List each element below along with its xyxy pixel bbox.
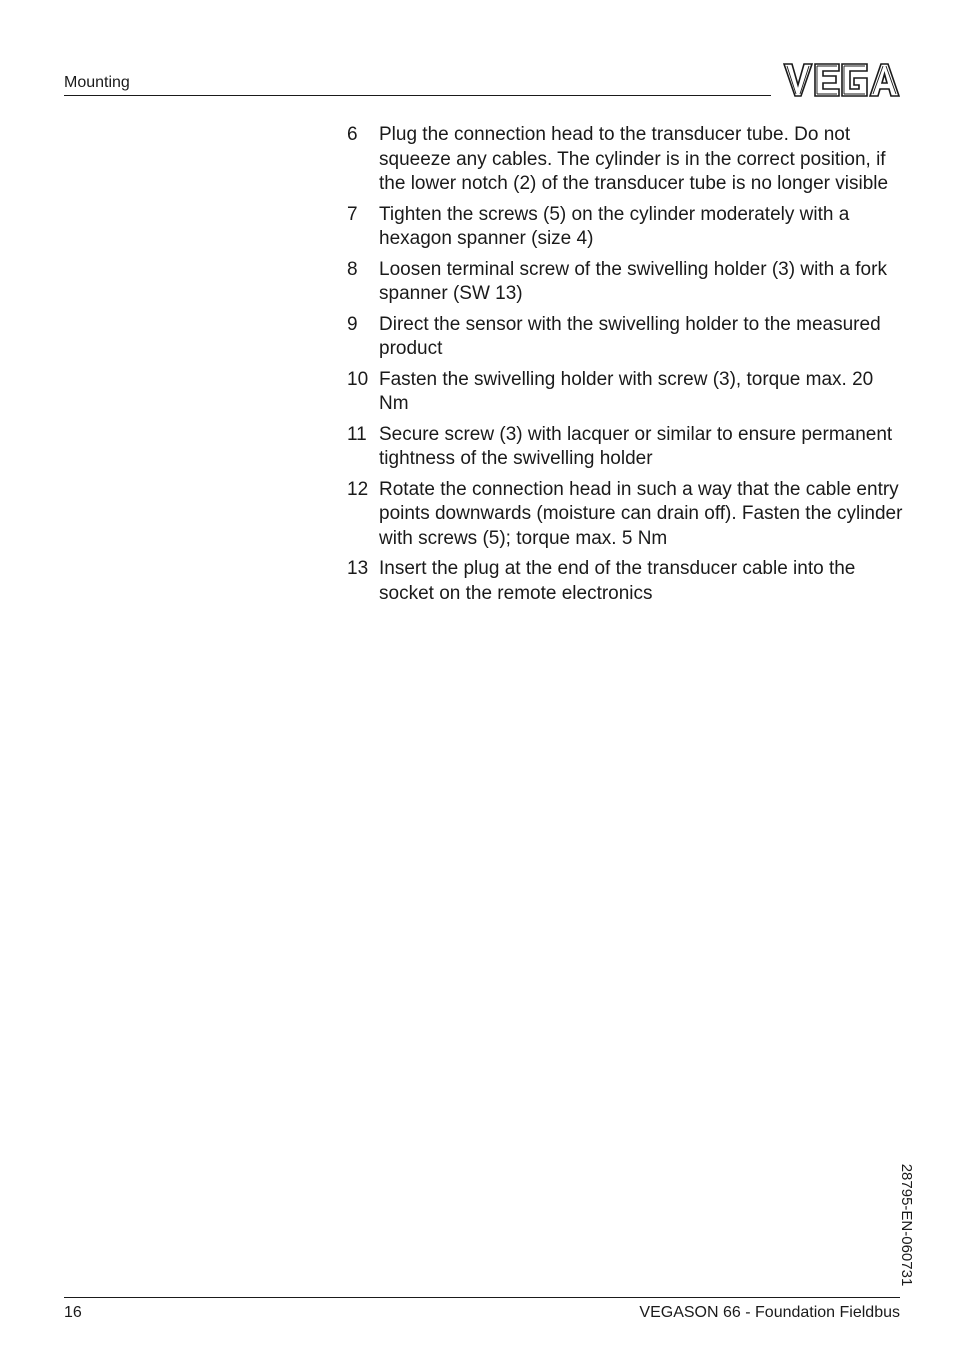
page-number: 16 (64, 1304, 82, 1321)
vega-logo (783, 63, 900, 97)
step-text: Plug the connection head to the transducer tube. Do not squeeze any cables. The cylinder is in the correct position, if the lower notch (2) of the transducer tube is no longer visible (379, 124, 889, 194)
section-title: Mounting (64, 74, 130, 91)
step-number: 12 (347, 478, 369, 500)
step-item (347, 478, 907, 552)
step-number: 11 (347, 423, 367, 445)
footer-divider (64, 1297, 900, 1298)
mounting-steps-list (347, 123, 907, 612)
step-item (347, 123, 907, 197)
step-number: 8 (347, 258, 358, 280)
step-number: 10 (347, 368, 369, 390)
step-text: Tighten the screws (5) on the cylinder moderately with a hexagon spanner (size 4) (379, 203, 850, 249)
step-number: 9 (347, 313, 358, 335)
step-item (347, 313, 907, 362)
document-code: 28795-EN-060731 (898, 1163, 915, 1287)
logo-letter-e (815, 64, 839, 96)
step-item (347, 258, 907, 307)
footer-title: VEGASON 66 - Foundation Fieldbus (639, 1304, 900, 1321)
step-text: Insert the plug at the end of the transducer cable into the socket on the remote electronics (379, 558, 856, 604)
step-text: Rotate the connection head in such a way that the cable entry points downwards (moisture can drain off). Fasten the cylinder with screws (5); torque max. 5 Nm (379, 478, 903, 549)
step-number: 13 (347, 558, 369, 579)
header-divider (64, 95, 771, 96)
step-item (347, 368, 907, 417)
step-number: 7 (347, 203, 358, 225)
step-text: Fasten the swivelling holder with screw (3), torque max. 20 Nm (379, 368, 874, 414)
step-item (347, 557, 907, 606)
logo-letter-g (842, 64, 867, 96)
step-item (347, 423, 907, 472)
step-text: Direct the sensor with the swivelling holder to the measured product (379, 313, 881, 359)
step-number: 6 (347, 124, 358, 145)
step-text: Loosen terminal screw of the swivelling holder (3) with a fork spanner (SW 13) (379, 258, 887, 304)
step-item (347, 203, 907, 252)
step-text: Secure screw (3) with lacquer or similar to ensure permanent tightness of the swivelling holder (379, 423, 893, 469)
